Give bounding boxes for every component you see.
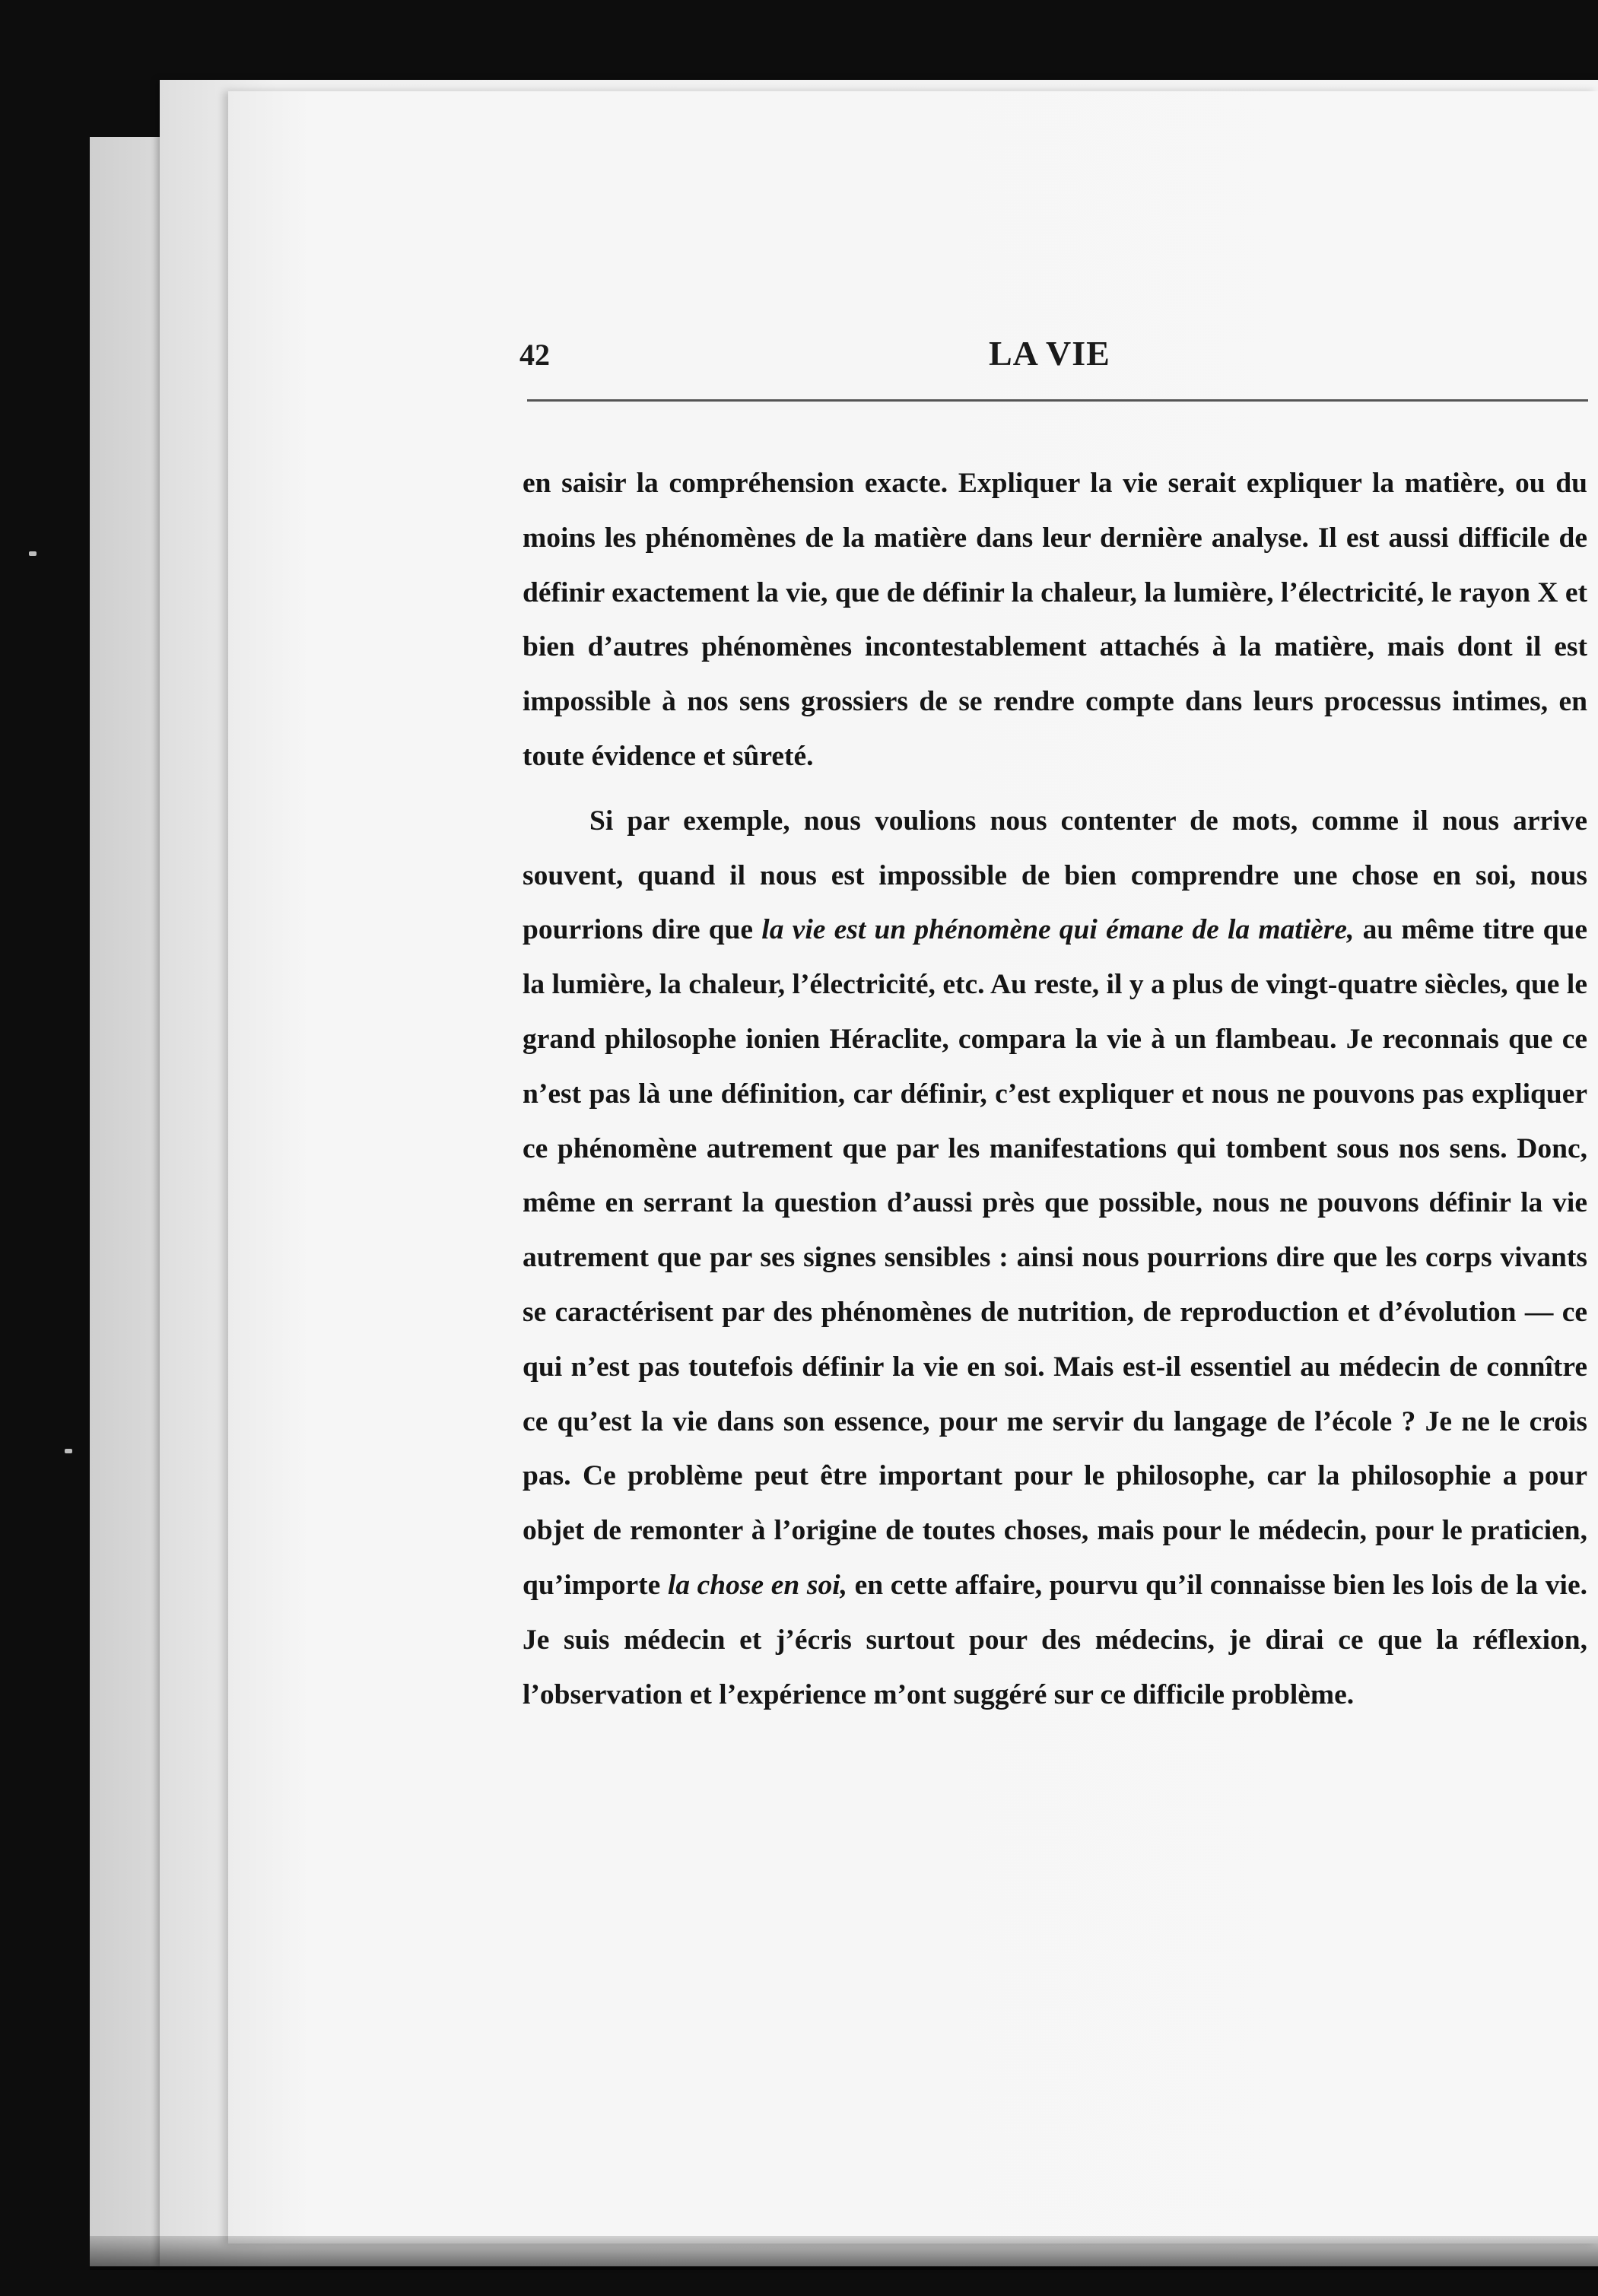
page-bottom-shadow: [90, 2236, 1598, 2270]
text-run: en cette affaire, pourvu qu’il connaisse bien les lois de la vie. Je suis médecin et j’écris surtout pour des médecins, je dirai ce que la réflexion, l’observation et l’expérience m’ont suggéré sur ce difficile problème.: [523, 1569, 1587, 1710]
paragraph: [523, 456, 1587, 784]
text-run: au même titre que la lumière, la chaleur, l’électricité, etc. Au reste, il y a plus de vingt-quatre siècles, que le grand philosophe ionien Héraclite, compara la vie à un flambeau. Je reconnais que ce n’est pas là une définition, car définir, c’est expliquer et nous ne pouvons pas expliquer ce phénomène autrement que par les manifestations qui tombent sous nos sens. Donc, même en serrant la question d’aussi près que possible, nous ne pouvons définir la vie autrement que par ses signes sensibles : ainsi nous pourrions dire que les corps vivants se caractérisent par des phénomènes de nutrition, de reproduction et d’évolution — ce qui n’est pas toutefois définir la vie en soi. Mais est-il essentiel au médecin de connître ce qu’est la vie dans son essence, pour me servir du langage de l’école ? Je ne le crois pas. Ce problème peut être important pour le philosophe, car la philosophie a pour objet de remonter à l’origine de toutes choses, mais pour le médecin, pour le praticien, qu’importe: [523, 914, 1588, 1601]
margin-mark: [29, 551, 37, 556]
margin-mark: [65, 1449, 72, 1453]
italic-phrase: la chose en soi,: [667, 1569, 847, 1601]
text-run: en saisir la compréhension exacte. Expliquer la vie serait expliquer la matière, ou du moins les phénomènes de la matière dans leur dernière analyse. Il est aussi difficile de définir exactement la vie, que de définir la chaleur, la lumière, l’électricité, le rayon X et bien d’autres phénomènes incontestablement attachés à la matière, mais dont il est impossible à nos sens grossiers de se rendre compte dans leurs processus intimes, en toute évidence et sûreté.: [523, 468, 1587, 772]
running-title: LA VIE: [989, 334, 1110, 373]
italic-phrase: la vie est un phénomène qui émane de la matière,: [761, 914, 1355, 946]
body-text: [523, 456, 1587, 1722]
header-rule: [527, 399, 1588, 402]
text-run: Si par exemple, nous voulions nous contenter de mots, comme il nous arrive souvent, quand il nous est impossible de bien comprendre une chose en soi, nous pourrions dire que: [523, 805, 1587, 946]
paragraph: [523, 794, 1587, 1723]
page-number: 42: [519, 338, 550, 372]
